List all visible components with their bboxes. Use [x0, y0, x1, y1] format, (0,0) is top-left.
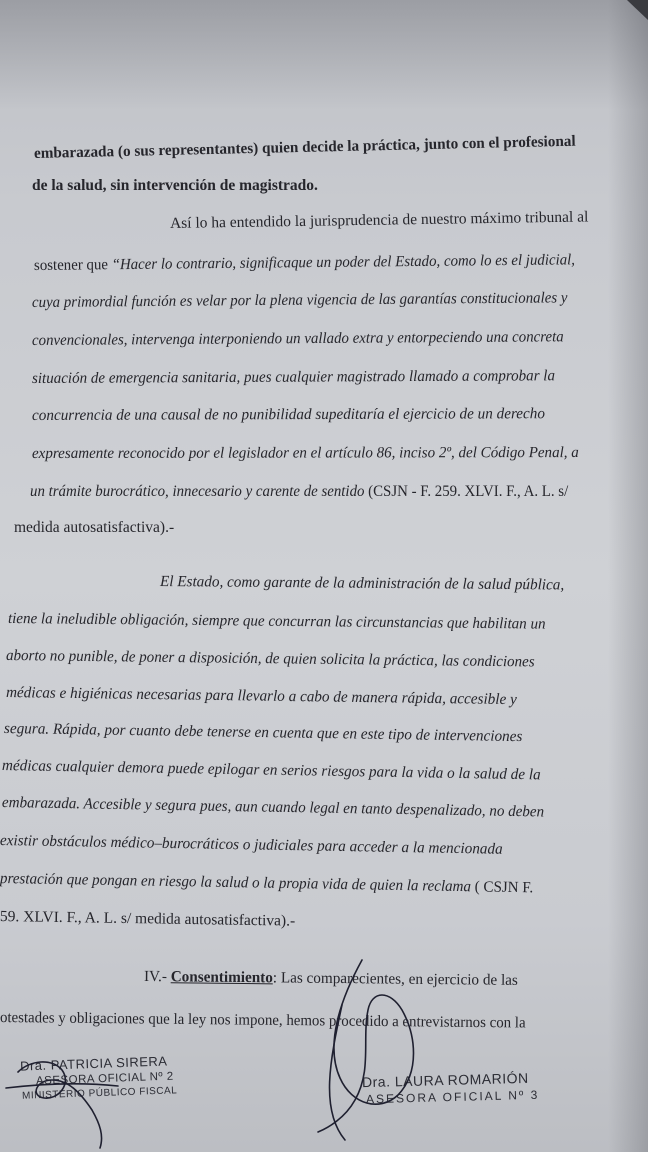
signature-right [318, 960, 414, 1132]
text-line: concurrencia de una causal de no punibilidad supeditaría el ejercicio de un derecho [31, 405, 545, 424]
quote-span: un trámite burocrático, innecesario y carente de sentido [30, 483, 369, 500]
stamp-left-title: ASESORA OFICIAL Nº 2 [35, 1070, 174, 1088]
quote-span: “Hacer lo contrario, significaque un poder del Estado, como lo es el judicial, [111, 251, 576, 274]
stamp-left-name: Dra. PATRICIA SIRERA [19, 1053, 168, 1074]
text-line: aborto no punible, de poner a disposición, de quien solicita la práctica, las condiciones [5, 647, 535, 671]
text-line: médicas cualquier demora puede epilogar en serios riesgos para la vida o la salud de la [1, 757, 541, 784]
stamp-right-name: Dra. LAURA ROMARIÓN [361, 1069, 529, 1091]
text-line: cuya primordial función es velar por la plena vigencia de las garantías constitucionales y [31, 289, 568, 311]
section-text: Las comparecientes, en ejercicio de las [276, 969, 518, 989]
text-line: existir obstáculos médico–burocráticos o judiciales para acceder a la mencionada [0, 832, 503, 858]
italic-span: prestación que pongan en riesgo la salud o la propia vida de quien la reclama [0, 870, 475, 896]
text-line: situación de emergencia sanitaria, pues cualquier magistrado llamado a comprobar la [31, 367, 556, 387]
text-line: otestades y obligaciones que la ley nos impone, hemos procedido a entrevistarnos con la [0, 1009, 526, 1032]
stamp-right-title: ASESORA OFICIAL Nº 3 [365, 1087, 540, 1107]
text-line: embarazada (o sus representantes) quien decide la práctica, junto con el profesional [33, 132, 576, 162]
text-line: Así lo ha entendido la jurisprudencia de nuestro máximo tribunal al [169, 208, 589, 232]
text-line: embarazada. Accesible y segura pues, aun cuando legal en tanto despenalizado, no deben [1, 794, 545, 821]
text-span: sostener que [33, 256, 112, 274]
text-line: médicas e higiénicas necesarias para llevarlo a cabo de manera rápida, accesible y [5, 684, 517, 709]
text-line: medida autosatisfactiva).- [14, 519, 175, 536]
signature-left-flourish [6, 1084, 118, 1088]
text-line: de la salud, sin intervención de magistrado. [32, 177, 318, 194]
text-line: convencionales, intervenga interponiendo un vallado extra y entorpeciendo una concreta [31, 328, 564, 349]
signature-left [18, 1062, 102, 1148]
text-line: expresamente reconocido por el legislador en el artículo 86, inciso 2º, del Código Penal, a [31, 444, 579, 462]
stamp-left-office: MINISTERIO PÚBLICO FISCAL [21, 1085, 178, 1102]
text-line: El Estado, como garante de la administración de la salud pública, [159, 573, 565, 594]
citation-span: ( CSJN F. [474, 878, 534, 897]
citation-span: (CSJN - F. 259. XLVI. F., A. L. s/ [368, 483, 569, 500]
text-line: tiene la ineludible obligación, siempre que concurran las circunstancias que habilitan un [7, 610, 546, 633]
text-line: 59. XLVI. F., A. L. s/ medida autosatisfactiva).- [0, 908, 296, 930]
section-heading: Consentimiento [170, 968, 273, 987]
section-number: IV.- [143, 968, 171, 986]
text-line: segura. Rápida, por cuanto debe tenerse en cuenta que en este tipo de intervenciones [3, 720, 523, 746]
section-colon: : [272, 969, 278, 987]
